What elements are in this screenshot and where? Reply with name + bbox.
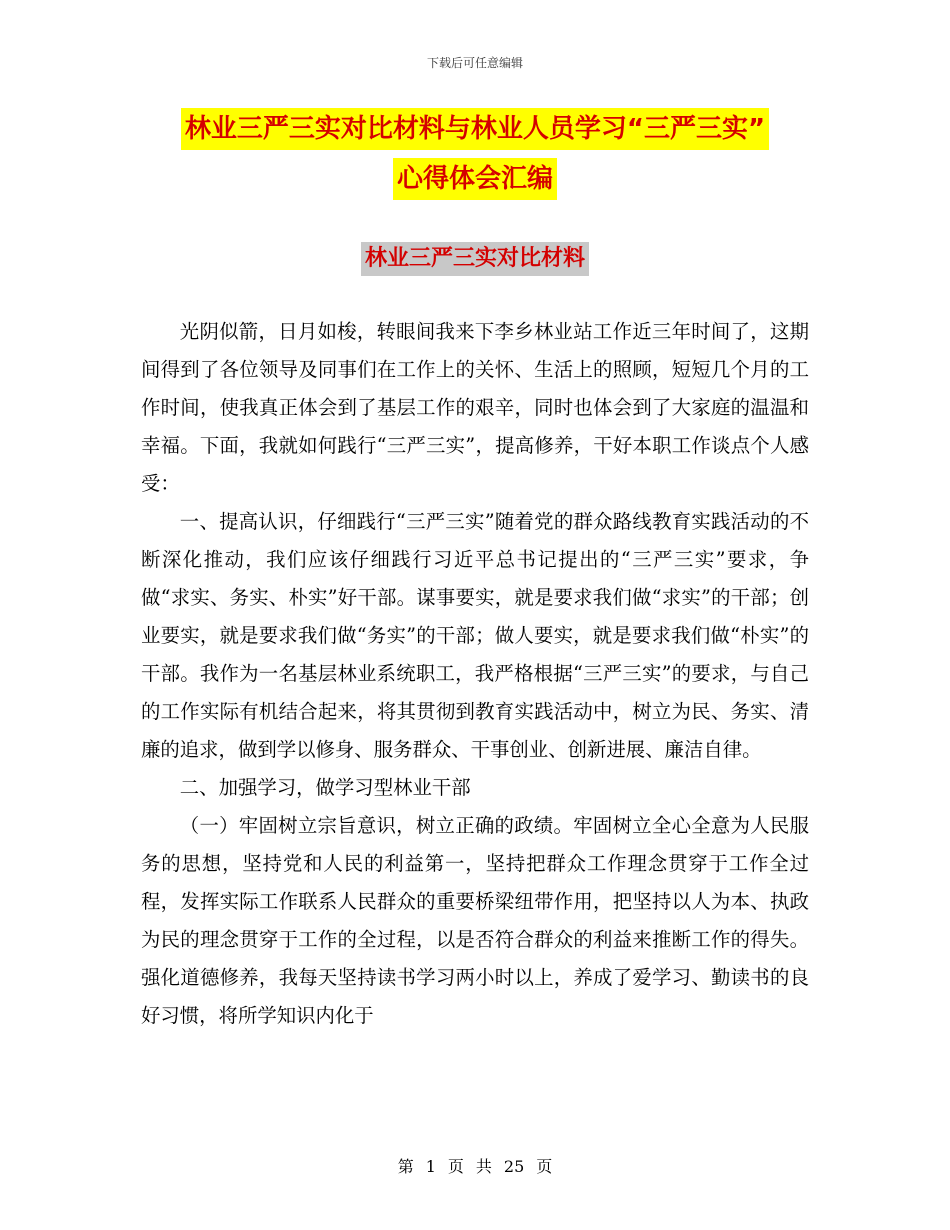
title-line-2: 心得体会汇编 [393,158,557,200]
footer-page-number: 1 [425,1157,436,1176]
footer-total-pages: 25 [503,1157,525,1176]
footer-label-total: 共 [475,1157,492,1176]
footer-label-total-unit: 页 [536,1157,553,1176]
section-title: 林业三严三实对比材料 [361,242,589,276]
paragraph: 光阴似箭，日月如梭，转眼间我来下李乡林业站工作近三年时间了，这期间得到了各位领导及同事们在工作上的关怀、生活上的照顾，短短几个月的工作时间，使我真正体会到了基层工作的艰辛，同时也体会到了大家庭的温温和幸福。下面，我就如何践行“三严三实”，提高修养，干好本职工作谈点个人感受： [141,320,809,495]
document-title [0,108,950,208]
body-text [141,313,809,1035]
paragraph: 二、加强学习，做学习型林业干部 [179,776,471,799]
footer-label-page-unit: 页 [447,1157,464,1176]
paragraph: 一、提高认识，仔细践行“三严三实”随着党的群众路线教育实践活动的不断深化推动，我们应该仔细践行习近平总书记提出的“三严三实”要求，争做“求实、务实、朴实”好干部。谋事要实，就是要求我们做“求实”的干部；创业要实，就是要求我们做“务实”的干部；做人要实，就是要求我们做“朴实”的干部。我作为一名基层林业系统职工，我严格根据“三严三实”的要求，与自己的工作实际有机结合起来，将其贯彻到教育实践活动中，树立为民、务实、清廉的追求，做到学以修身、服务群众、干事创业、创新进展、廉洁自律。 [141,510,809,761]
header-note: 下载后可任意编辑 [426,56,523,70]
page-footer [0,1154,950,1177]
section-title-wrap [0,242,950,276]
footer-label-page: 第 [397,1157,414,1176]
paragraph: （一）牢固树立宗旨意识，树立正确的政绩。牢固树立全心全意为人民服务的思想，坚持党和人民的利益第一，坚持把群众工作理念贯穿于工作全过程，发挥实际工作联系人民群众的重要桥梁纽带作用，把坚持以人为本、执政为民的理念贯穿于工作的全过程，以是否符合群众的利益来推断工作的得失。强化道德修养，我每天坚持读书学习两小时以上，养成了爱学习、勤读书的良好习惯，将所学知识内化于 [141,814,809,1027]
title-line-1: 林业三严三实对比材料与林业人员学习“三严三实” [181,108,769,150]
